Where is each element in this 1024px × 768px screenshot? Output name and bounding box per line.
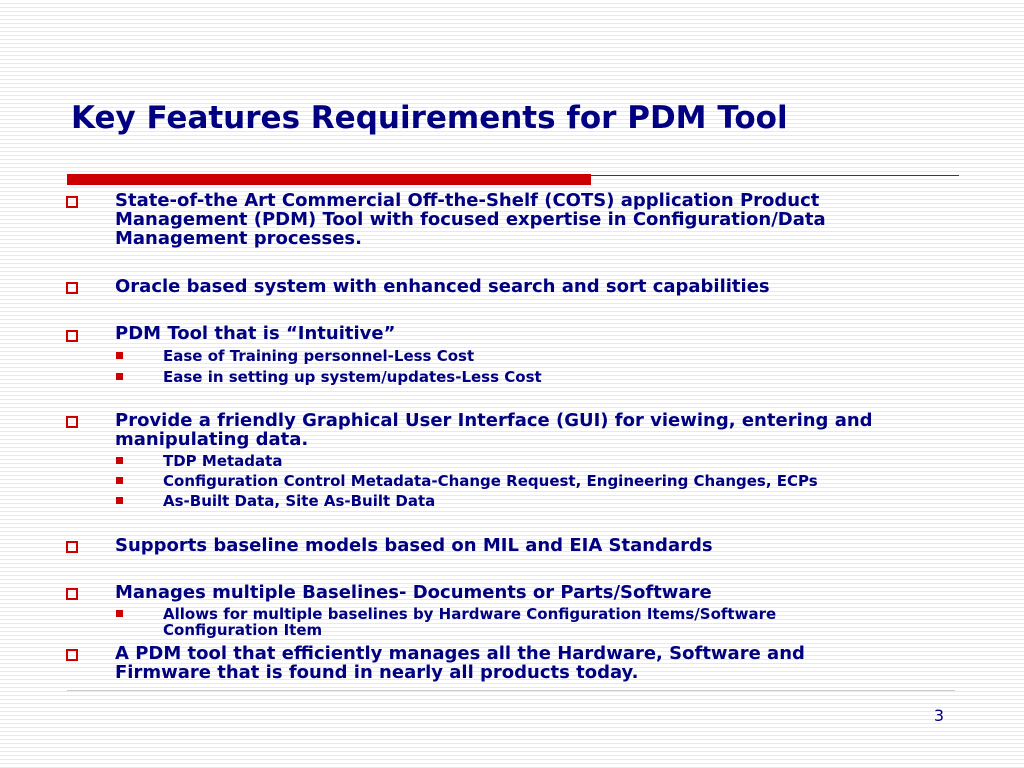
hollow-square-bullet-icon bbox=[66, 416, 78, 428]
bullet-text: PDM Tool that is “Intuitive” bbox=[115, 323, 396, 344]
hollow-square-bullet-icon bbox=[66, 588, 78, 600]
filled-square-bullet-icon bbox=[116, 497, 123, 504]
footer-rule bbox=[67, 690, 955, 691]
sub-bullet-text: As-Built Data, Site As-Built Data bbox=[163, 492, 436, 510]
hollow-square-bullet-icon bbox=[66, 541, 78, 553]
bullet-text: Manages multiple Baselines- Documents or Parts/Software bbox=[115, 582, 712, 603]
sub-bullet-text: TDP Metadata bbox=[163, 452, 283, 470]
filled-square-bullet-icon bbox=[116, 477, 123, 484]
filled-square-bullet-icon bbox=[116, 457, 123, 464]
sub-bullet-text: Configuration Control Metadata-Change Request, Engineering Changes, ECPs bbox=[163, 472, 818, 490]
bullet-text: Oracle based system with enhanced search and sort capabilities bbox=[115, 276, 770, 297]
hollow-square-bullet-icon bbox=[66, 282, 78, 294]
hollow-square-bullet-icon bbox=[66, 196, 78, 208]
sub-bullet-text: Allows for multiple baselines by Hardware Configuration Items/Software Configuration Item bbox=[163, 605, 777, 639]
hollow-square-bullet-icon bbox=[66, 649, 78, 661]
page-number: 3 bbox=[933, 706, 944, 725]
filled-square-bullet-icon bbox=[116, 352, 123, 359]
filled-square-bullet-icon bbox=[116, 610, 123, 617]
bullet-text: State-of-the Art Commercial Off-the-Shelf (COTS) application Product Management (PDM) Tool with focused expertise in Configuration/Data Management processes. bbox=[115, 190, 826, 249]
bullet-text: A PDM tool that efficiently manages all the Hardware, Software and Firmware that is found in nearly all products today. bbox=[115, 643, 805, 683]
hollow-square-bullet-icon bbox=[66, 330, 78, 342]
bullet-text: Provide a friendly Graphical User Interface (GUI) for viewing, entering and manipulating data. bbox=[115, 410, 873, 450]
sub-bullet-text: Ease in setting up system/updates-Less Cost bbox=[163, 368, 542, 386]
slide-title: Key Features Requirements for PDM Tool bbox=[71, 100, 788, 136]
filled-square-bullet-icon bbox=[116, 373, 123, 380]
bullet-text: Supports baseline models based on MIL and EIA Standards bbox=[115, 535, 713, 556]
sub-bullet-text: Ease of Training personnel-Less Cost bbox=[163, 347, 475, 365]
